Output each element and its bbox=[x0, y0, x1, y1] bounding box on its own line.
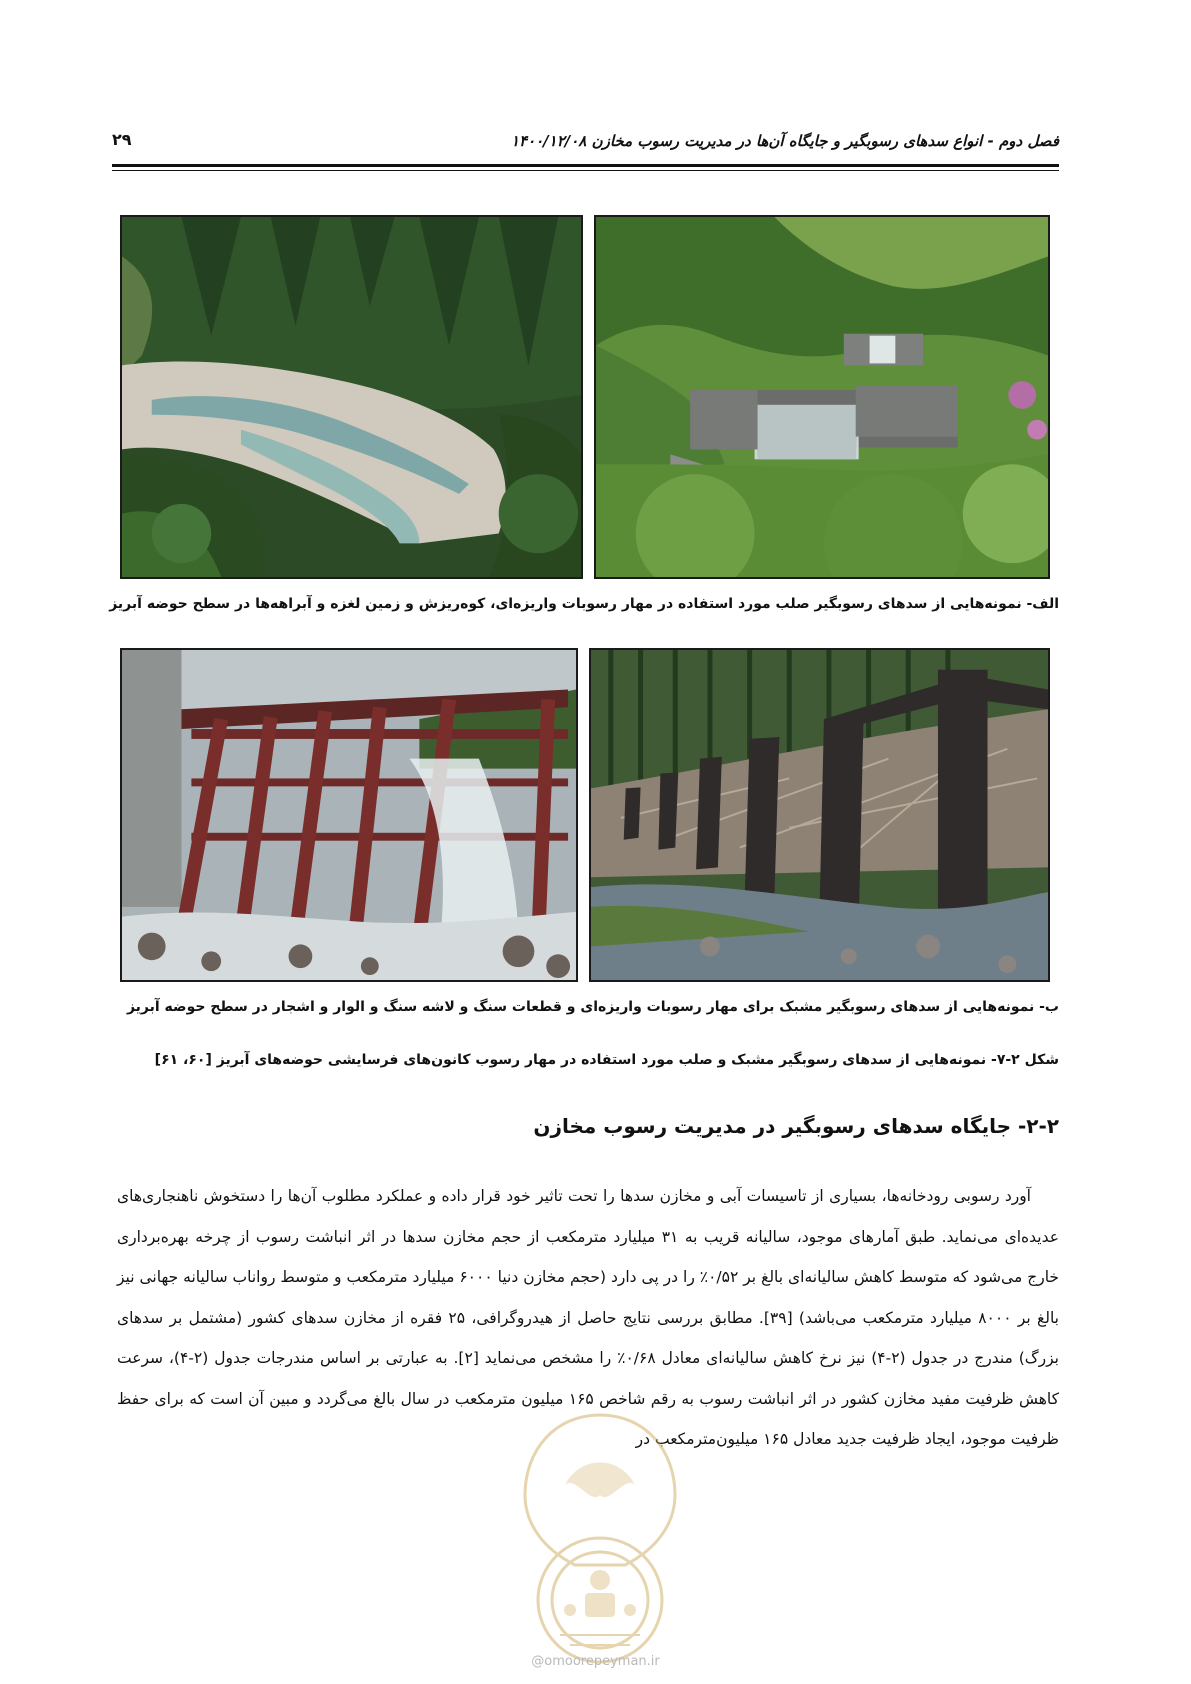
body-paragraph: آورد رسوبی رودخانه‌ها، بسیاری از تاسیسات آبی و مخازن سدها را تحت تاثیر خود قرار داده و عملکرد مطلوب آن‌ها را دستخوش ناهنجاری‌های عدیده‌ای می‌نماید. طبق آمارهای موجود، سالیانه قریب به ۳۱ میلیارد مترمکعب از حجم مخازن سدها در اثر انباشت رسوب از چرخه بهره‌برداری خارج می‌شود که متوسط کاهش سالیانه‌ای بالغ بر ۰/۵۲٪ را در پی دارد (حجم مخازن دنیا ۶۰۰۰ میلیارد مترمکعب و متوسط رواناب سالیانه جهانی نیز بالغ بر ۸۰۰۰ میلیارد مترمکعب می‌باشد) [۳۹]. مطابق بررسی نتایج حاصل از هیدروگرافی، ۲۵ فقره از مخازن سدهای کشور (مشتمل بر سدهای بزرگ) مندرج در جدول (۲-۴) نیز نرخ کاهش سالیانه‌ای معادل ۰/۶۸٪ را مشخص می‌نماید [۲]. به عبارتی بر اساس مندرجات جدول (۲-۴)، سرعت کاهش ظرفیت مفید مخازن کشور در اثر انباشت رسوب به رقم شاخص ۱۶۵ میلیون مترمکعب در سال بالغ می‌گردد و مبین آن است که برای حفظ ظرفیت موجود، ایجاد ظرفیت جدید معادل ۱۶۵ میلیون‌مترمکعب در bbox=[117, 1187, 1060, 1448]
header-rule-thin bbox=[112, 170, 1059, 171]
page-header bbox=[112, 128, 1059, 164]
caption-b: ب- نمونه‌هایی از سدهای رسوبگیر مشبک برای مهار رسوبات واریزه‌ای و قطعات سنگ و لاشه سنگ و الوار و اشجار در سطح حوضه آبریز bbox=[126, 999, 1059, 1015]
photo-river-valley bbox=[120, 215, 583, 579]
running-title: فصل دوم - انواع سدهای رسوبگیر و جایگاه آن‌ها در مدیریت رسوب مخازن ۱۴۰۰/۱۲/۰۸ bbox=[510, 132, 1059, 150]
photo-concrete-check-dam bbox=[594, 215, 1050, 579]
figure-caption: شکل ۲-۷- نمونه‌هایی از سدهای رسوبگیر مشبک و صلب مورد استفاده در مهار رسوب کانون‌های فرسایشی حوضه‌های آبریز [۶۰، ۶۱] bbox=[154, 1052, 1059, 1068]
watermark-seal bbox=[505, 1405, 695, 1675]
watermark-url: @omoorepeyman.ir bbox=[531, 1654, 660, 1669]
photo-steel-slit-dam-debris bbox=[589, 648, 1050, 982]
header-rule bbox=[112, 164, 1059, 167]
caption-a: الف- نمونه‌هایی از سدهای رسوبگیر صلب مورد استفاده در مهار رسوبات واریزه‌ای، کوه‌ریزش و زمین لغزه و آبراهه‌ها در سطح حوضه آبریز bbox=[109, 596, 1059, 612]
photo-steel-grid-dam bbox=[120, 648, 578, 982]
page-number: ۲۹ bbox=[112, 130, 132, 149]
section-title: ۲-۲- جایگاه سدهای رسوبگیر در مدیریت رسوب مخازن bbox=[533, 1114, 1059, 1138]
